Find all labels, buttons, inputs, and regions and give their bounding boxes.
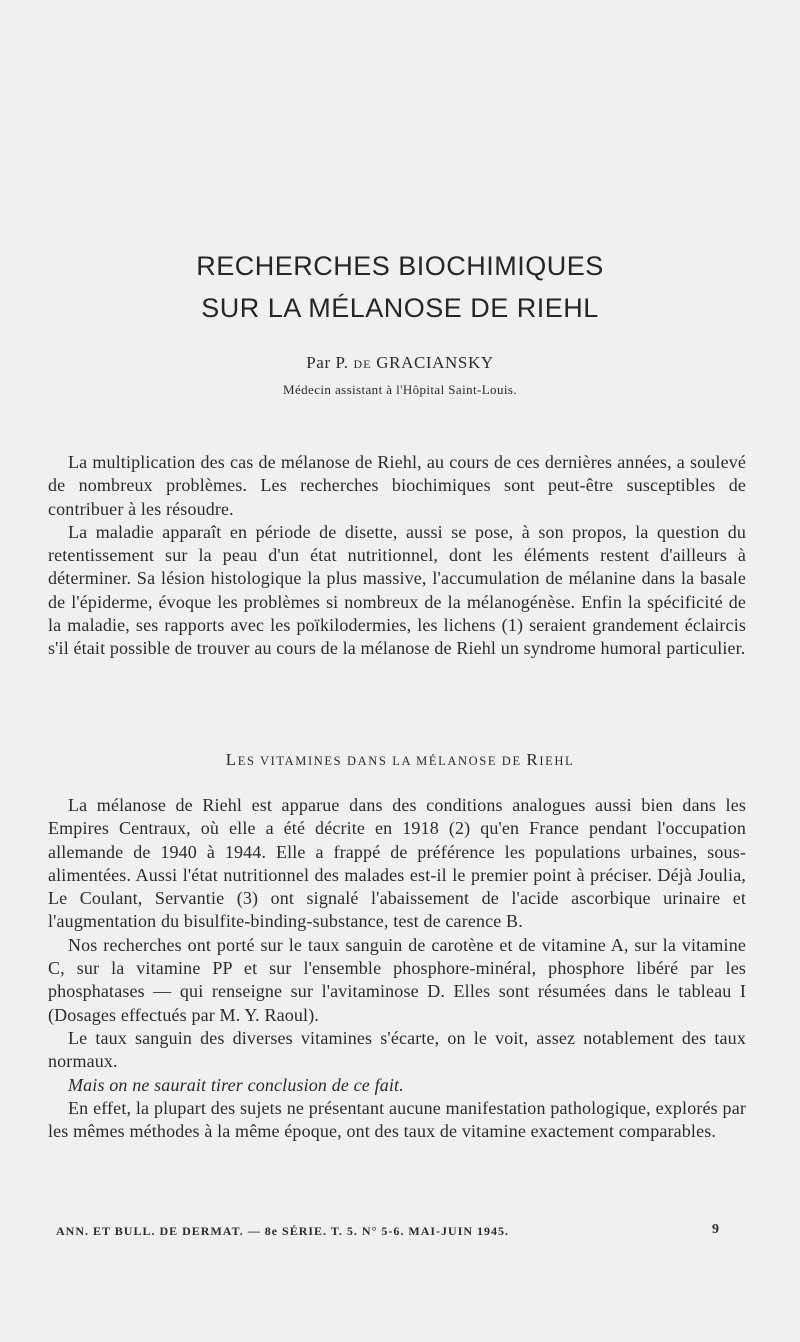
section-italic-paragraph: Mais on ne saurait tirer conclusion de ce fait. xyxy=(68,1074,404,1095)
intro-section xyxy=(48,451,746,661)
section-heading xyxy=(0,750,800,770)
page-number: 9 xyxy=(712,1222,719,1237)
author-affiliation: Médecin assistant à l'Hôpital Saint-Louis. xyxy=(283,382,517,397)
section-paragraph-3: Le taux sanguin des diverses vitamines s'écarte, on le voit, assez notablement des taux normaux. xyxy=(48,1027,746,1072)
section-paragraph-1: La mélanose de Riehl est apparue dans des conditions analogues aussi bien dans les Empires Centraux, où elle a été décrite en 1918 (2) qu'en France pendant l'occupation allemande de 1940 à 1944. Elle a frappé de préférence les populations urbaines, sous-alimentées. Aussi l'état nutritionnel des malades est-il le premier point à préciser. Déjà Joulia, Le Coulant, Servantie (3) ont signalé l'abaissement de l'acide ascorbique urinaire et l'augmentation du bisulfite-binding-substance, test de carence B. xyxy=(48,795,746,932)
author-line xyxy=(0,353,800,373)
author-prefix: Par P. xyxy=(306,353,354,372)
vitamins-section xyxy=(48,794,746,1143)
section-paragraph-2: Nos recherches ont porté sur le taux sanguin de carotène et de vitamine A, sur la vitamine C, sur la vitamine PP et sur l'ensemble phosphore-minéral, phosphore libéré par les phosphatases — qui renseigne sur l'avitaminose D. Elles sont résumées dans le tableau I (Dosages effectués par M. Y. Raoul). xyxy=(48,934,746,1025)
section-last-paragraph: En effet, la plupart des sujets ne présentant aucune manifestation pathologique, explorés par les mêmes méthodes à la même époque, ont des taux de vitamine exactement comparables. xyxy=(48,1097,746,1142)
title-line-2: SUR LA MÉLANOSE DE RIEHL xyxy=(201,293,599,323)
author-particle: DE xyxy=(353,357,372,371)
intro-paragraph-1: La multiplication des cas de mélanose de Riehl, au cours de ces dernières années, a soulevé de nombreux problèmes. Les recherches biochimiques sont peut-être susceptibles de contribuer à les résoudre. xyxy=(48,452,746,519)
journal-citation: ANN. ET BULL. DE DERMAT. — 8e SÉRIE. T. 5. N° 5-6. MAI-JUIN 1945. xyxy=(56,1224,510,1238)
article-title xyxy=(0,245,800,329)
title-line-1: RECHERCHES BIOCHIMIQUES xyxy=(196,251,604,281)
author-name: GRACIANSKY xyxy=(371,353,494,372)
section-heading-text: LES VITAMINES DANS LA MÉLANOSE DE RIEHL xyxy=(225,750,575,769)
intro-paragraph-2: La maladie apparaît en période de disette, aussi se pose, à son propos, la question du retentissement sur la peau d'un état nutritionnel, dont les éléments restent d'ailleurs à déterminer. Sa lésion histologique la plus massive, l'accumulation de mélanine dans la basale de l'épiderme, évoque les problèmes si nombreux de la mélanogénèse. Enfin la spécificité de la maladie, ses rapports avec les poïkilodermies, les lichens (1) seraient grandement éclaircis s'il était possible de trouver au cours de la mélanose de Riehl un syndrome humoral particulier. xyxy=(48,521,746,659)
